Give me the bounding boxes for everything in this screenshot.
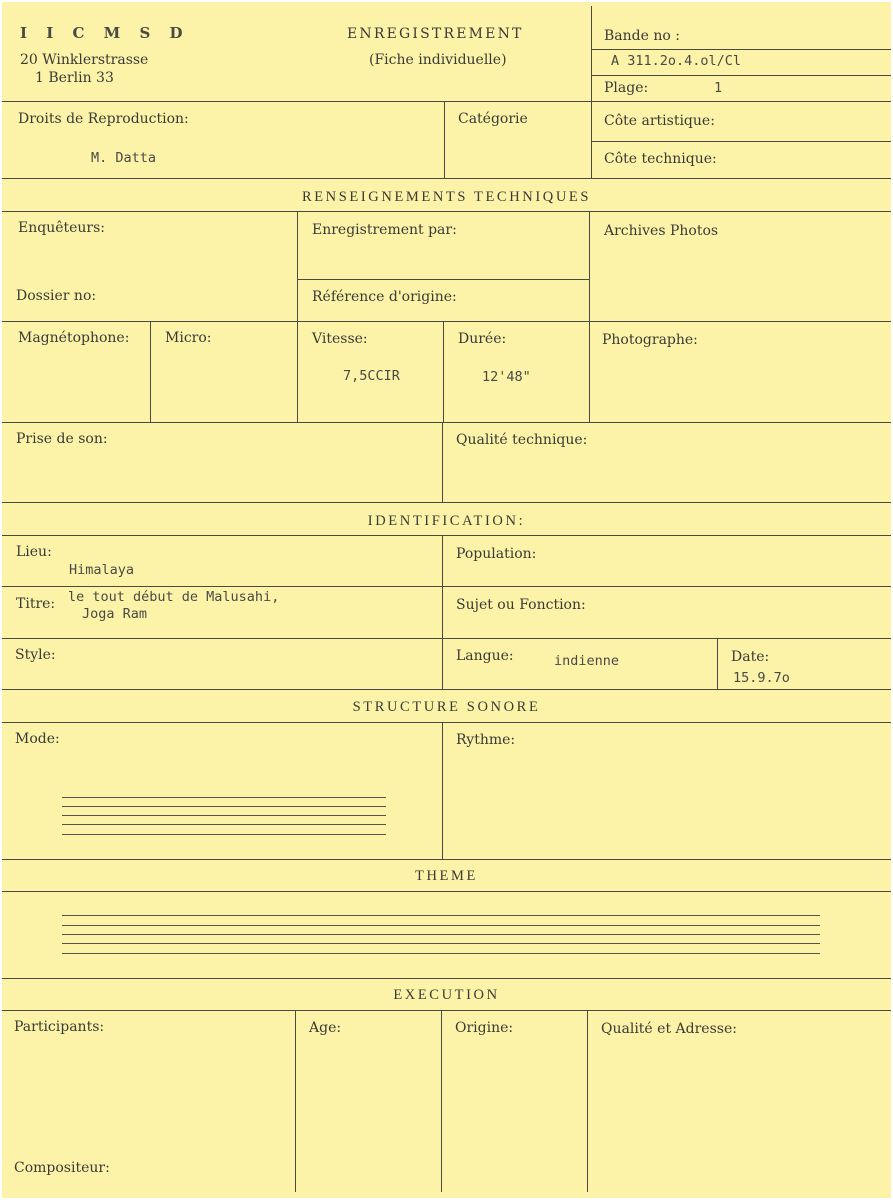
compositeur-label: Compositeur:: [14, 1160, 110, 1176]
staff-line: [62, 834, 386, 835]
mode-label: Mode:: [15, 731, 60, 747]
rule: [2, 638, 891, 639]
enregistrement-par-label: Enregistrement par:: [312, 222, 457, 238]
rule: [297, 279, 589, 280]
plage-label: Plage:: [604, 80, 649, 96]
rule: [717, 638, 718, 689]
lieu-value: Himalaya: [69, 562, 135, 578]
rule: [591, 141, 891, 142]
rule: [2, 502, 891, 503]
section-heading-technical: RENSEIGNEMENTS TECHNIQUES: [301, 189, 592, 205]
rule: [297, 211, 298, 422]
rule: [442, 722, 443, 859]
cote-technique-label: Côte technique:: [604, 151, 717, 167]
rule: [589, 211, 590, 422]
magnetophone-label: Magnétophone:: [18, 330, 130, 346]
staff-line: [62, 925, 820, 926]
staff-line: [62, 934, 820, 935]
rule: [442, 535, 443, 689]
rule: [150, 321, 151, 422]
qualite-technique-label: Qualité technique:: [456, 432, 588, 448]
rule: [295, 1010, 296, 1192]
reference-label: Référence d'origine:: [312, 289, 457, 305]
rule: [2, 422, 891, 423]
date-value: 15.9.7o: [733, 670, 790, 686]
institute-logo: I I C M S D: [20, 24, 190, 42]
rule: [2, 535, 891, 536]
form-title: ENREGISTREMENT: [347, 26, 524, 42]
rythme-label: Rythme:: [456, 732, 516, 748]
rule: [2, 101, 891, 102]
micro-label: Micro:: [165, 330, 212, 346]
participants-label: Participants:: [14, 1019, 105, 1035]
rule: [2, 859, 891, 860]
rule: [2, 178, 891, 179]
rule: [2, 722, 891, 723]
bande-label: Bande no :: [604, 28, 680, 44]
staff-line: [62, 797, 386, 798]
staff-line: [62, 915, 820, 916]
staff-line: [62, 953, 820, 954]
rule: [2, 689, 891, 690]
enqueteurs-label: Enquêteurs:: [18, 220, 106, 236]
lieu-label: Lieu:: [16, 544, 52, 560]
dossier-label: Dossier no:: [16, 288, 97, 304]
rule: [2, 891, 891, 892]
staff-line: [62, 943, 820, 944]
photographe-label: Photographe:: [602, 332, 698, 348]
droits-label: Droits de Reproduction:: [18, 111, 189, 127]
section-heading-identification: IDENTIFICATION:: [367, 513, 526, 529]
cote-artistique-label: Côte artistique:: [604, 113, 715, 129]
archives-photos-label: Archives Photos: [604, 223, 719, 239]
staff-line: [62, 824, 386, 825]
rule: [587, 1010, 588, 1192]
rule: [2, 321, 891, 322]
rule: [591, 75, 891, 76]
staff-line: [62, 806, 386, 807]
form-subtitle: (Fiche individuelle): [369, 52, 507, 68]
categorie-label: Catégorie: [458, 111, 528, 127]
rule: [2, 586, 891, 587]
rule: [443, 321, 444, 422]
rule: [2, 1010, 891, 1011]
staff-line: [62, 815, 386, 816]
duree-label: Durée:: [458, 331, 507, 347]
titre-value-line2: Joga Ram: [82, 606, 148, 622]
sujet-label: Sujet ou Fonction:: [456, 597, 586, 613]
rule: [444, 101, 445, 178]
titre-value-line1: le tout début de Malusahi,: [68, 589, 280, 605]
rule: [2, 211, 891, 212]
langue-value: indienne: [554, 653, 620, 669]
titre-label: Titre:: [16, 596, 56, 612]
droits-value: M. Datta: [91, 150, 157, 166]
style-label: Style:: [15, 647, 56, 663]
bande-value: A 311.2o.4.ol/Cl: [611, 53, 742, 69]
vitesse-label: Vitesse:: [312, 331, 368, 347]
date-label: Date:: [731, 649, 770, 665]
section-heading-theme: THEME: [415, 868, 478, 884]
vitesse-value: 7,5CCIR: [343, 368, 400, 384]
rule: [591, 6, 592, 178]
origine-label: Origine:: [455, 1020, 514, 1036]
plage-value: 1: [714, 80, 723, 96]
rule: [441, 1010, 442, 1192]
rule: [2, 978, 891, 979]
population-label: Population:: [456, 546, 537, 562]
duree-value: 12'48": [482, 369, 531, 385]
address-street: 20 Winklerstrasse: [20, 52, 149, 68]
record-card: [2, 2, 891, 1198]
address-city: 1 Berlin 33: [35, 70, 114, 86]
rule: [591, 49, 891, 50]
prise-de-son-label: Prise de son:: [16, 431, 108, 447]
rule: [442, 422, 443, 502]
section-heading-execution: EXECUTION: [393, 987, 500, 1003]
langue-label: Langue:: [456, 648, 514, 664]
section-heading-structure: STRUCTURE SONORE: [352, 699, 541, 715]
age-label: Age:: [309, 1020, 342, 1036]
qualite-adresse-label: Qualité et Adresse:: [601, 1021, 737, 1037]
